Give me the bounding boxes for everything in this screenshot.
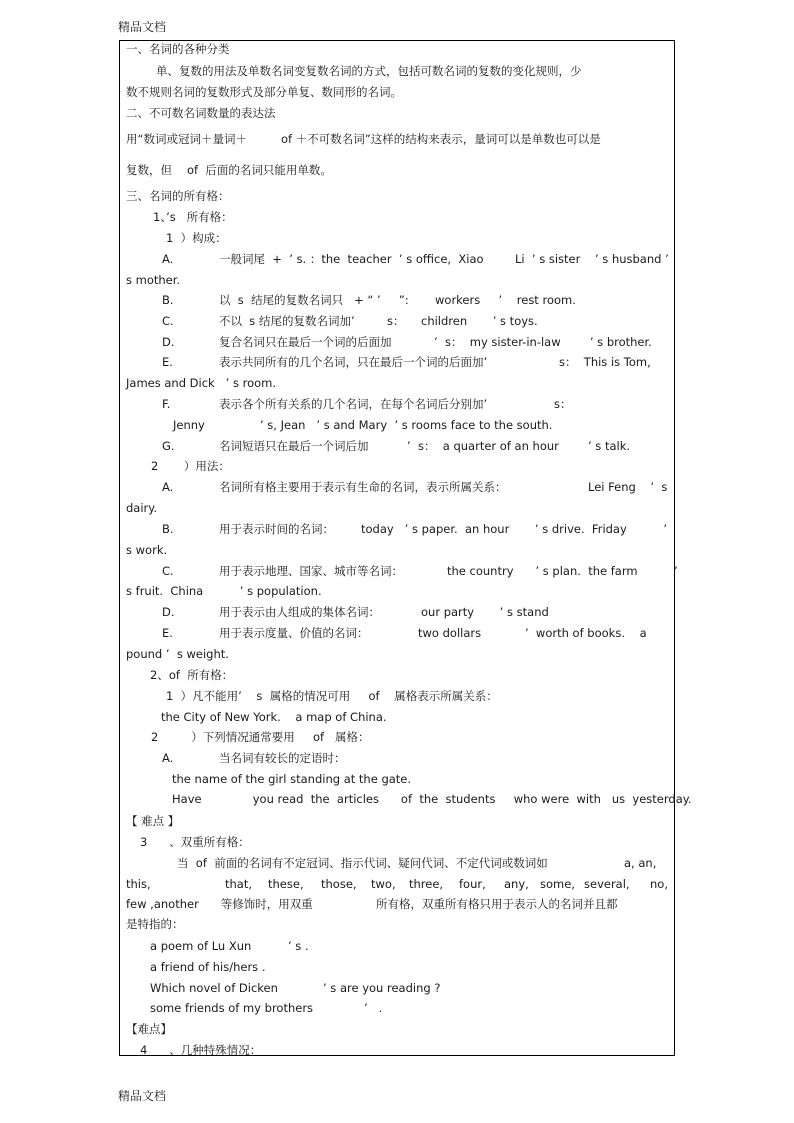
paragraph-line: James and Dick ’ s room. [126, 376, 277, 390]
paragraph-line: 是特指的： [126, 917, 184, 931]
document-body: 一、名词的各种分类 单、复数的用法及单数名词变复数名词的方式，包括可数名词的复数的变化规则，少 数不规则名词的复数形式及部分单复、数同形的名词。 二、不可数名词数量的表达法 用“数词或冠词＋量词＋ of ＋不可数名词”这样的结构来表示，量词可以是单数也可以是 复数，但 of 后面的名词只能用单数。 三、名词的所有格： 1、’s 所有格： 1 ）构成： A. 一般词尾 + ’ s. ：the teacher ’ s office, Xiao Li ’ s sister ’ s husband ’ s mother. B. 以 s 结尾的复数名词只 + “ ’ ”: workers ’ rest room. C. 不以 s 结尾的复数名词加’ s： children ’ s toys. D. 复合名词只在最后一个词的后面加 ’ s： my sister-in-law ’ s brother. E. 表示共同所有的几个名词，只在最后一个词的后面加’ s： This is Tom, James and Dick ’ s room. F. 表示各个所有关系的几个名词，在每个名词后分别加’ s： Jenny ’ s, Jean ’ s and Mary ’ s rooms face to the south. G. 名词短语只在最后一个词后加 ’ s： a quarter of an hour ’ s talk. 2 ）用法： A. 名词所有格主要用于表示有生命的名词，表示所属关系： Lei Feng ’ s dairy. B. 用于表示时间的名词： today ’ s paper. an hour ’ s drive. Friday ’ s work. C. 用于表示地理、国家、城市等名词： the country ’ s plan. the farm ’ s fruit. China ’ s population. D. 用于表示由人组成的集体名词： our party ’ s stand E. 用于表示度量、价值的名词： two dollars ’ worth of books. a pound ’ s weight. 2、of 所有格： 1 ）凡不能用’ s 属格的情况可用 of 属格表示所属关系： the City of New York. a map of China. 2 ）下列情况通常要用 of 属格： A. 当名词有较长的定语时： the name of the girl standing at the gate. Have you read the articles of the students who were with us yesterday. 【 难点 】 3 、双重所有格： 当 of 前面的名词有不定冠词、指示代词、疑问代词、不定代词或数词如 a, an, this, that, these, those, two, three, four, any, some, several, no, few ,another 等修饰时，用双重 所有格，双重所有格只用于表示人的名词并且都 是特指的： a poem of Lu Xun ’ s . a friend of his/hers . Which novel of Dicken ’ s are you reading ? some friends of my brothers ’ . 【难点】 4 、几种特殊情况： [119, 40, 675, 1056]
sub-heading: 4 、几种特殊情况： [140, 1043, 262, 1057]
sub-heading: 1、’s 所有格： [153, 210, 233, 224]
section-heading: 一、名词的各种分类 [126, 42, 230, 56]
sub-heading: 3 、双重所有格： [140, 835, 250, 849]
sub-heading: 2 ）用法： [151, 459, 230, 473]
paragraph-line: 单、复数的用法及单数名词变复数名词的方式，包括可数名词的复数的变化规则，少 [156, 64, 582, 78]
difficulty-marker: 【难点】 [126, 1022, 172, 1036]
paragraph-line: s work. [126, 543, 168, 557]
example-line: Have you read the articles of the students who were with us yesterday. [172, 792, 692, 806]
paragraph-line: dairy. [126, 501, 158, 515]
example-line: a friend of his/hers . [150, 960, 266, 974]
sub-heading: 1 ）构成： [166, 231, 227, 245]
sub-heading: 1 ）凡不能用’ s 属格的情况可用 of 属格表示所属关系： [166, 689, 498, 703]
example-line: the City of New York. a map of China. [161, 710, 387, 724]
paragraph-line: 数不规则名词的复数形式及部分单复、数同形的名词。 [126, 85, 402, 99]
section-heading: 二、不可数名词数量的表达法 [126, 106, 276, 120]
page-header: 精品文档 [118, 20, 167, 34]
page-footer: 精品文档 [118, 1089, 167, 1103]
example-line: the name of the girl standing at the gate. [172, 772, 412, 786]
paragraph-line: pound ’ s weight. [126, 647, 229, 661]
sub-heading: 2、of 所有格： [150, 668, 234, 682]
section-heading: 三、名词的所有格： [126, 189, 230, 203]
difficulty-marker: 【 难点 】 [126, 814, 180, 828]
paragraph-line: s fruit. China ’ s population. [126, 584, 322, 598]
paragraph-line: s mother. [126, 273, 181, 287]
sub-heading: 2 ）下列情况通常要用 of 属格： [151, 730, 370, 744]
